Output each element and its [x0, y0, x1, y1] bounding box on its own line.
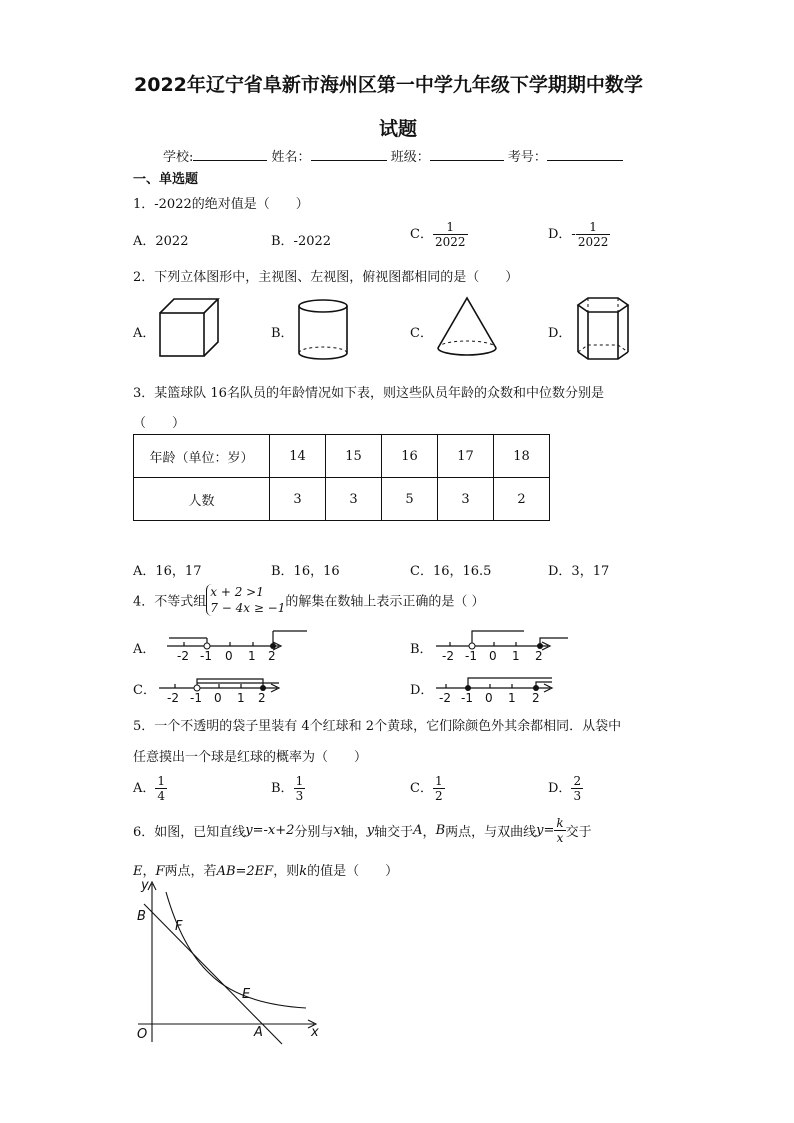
tick-label: 1: [512, 649, 520, 662]
page-title-line2: 试题: [379, 118, 418, 140]
q6-graph: [130, 878, 330, 1048]
table-cell: 16: [382, 435, 438, 478]
name-label: 姓名：: [271, 150, 311, 165]
tick-label: 2: [532, 691, 540, 704]
q5-option-c-label: C．: [410, 781, 433, 796]
tick-label: -2: [177, 649, 189, 662]
q4-stem-suffix: 的解集在数轴上表示正确的是（ ）: [285, 594, 485, 610]
section-heading: 一、单选题: [133, 172, 199, 187]
q4-stem: [133, 584, 485, 616]
table-cell: 15: [326, 435, 382, 478]
number-line-d: [432, 672, 572, 704]
q4-option-b[interactable]: B．: [410, 642, 433, 657]
q1-option-d-fraction: $\frac{1}{2022}$: [577, 220, 609, 249]
tick-label: -2: [442, 649, 454, 662]
table-cell: 3: [326, 478, 382, 521]
q5-option-d-fraction: $\frac{2}{3}$: [573, 774, 582, 803]
table-cell: 2: [494, 478, 550, 521]
number-line-c: [155, 672, 295, 704]
line-ab: [144, 904, 282, 1044]
number-line-b: [432, 628, 582, 662]
tick-label: -2: [167, 691, 179, 704]
name-field[interactable]: [311, 148, 387, 161]
info-fields: [163, 146, 623, 165]
tick-label: 2: [258, 691, 266, 704]
q4-option-c[interactable]: C．: [133, 683, 156, 698]
label-e: E: [242, 987, 251, 1002]
label-x: x: [311, 1025, 319, 1040]
tick-label: 1: [237, 691, 245, 704]
label-a: A: [254, 1025, 263, 1040]
tick-label: -1: [465, 649, 477, 662]
q3-option-a[interactable]: A．16，17: [133, 564, 202, 579]
q1-option-c[interactable]: [410, 220, 468, 249]
q1-option-b[interactable]: B．-2022: [271, 234, 332, 249]
table-row: [134, 435, 550, 478]
table-row: [134, 478, 550, 521]
q1-option-a[interactable]: A．2022: [133, 234, 189, 249]
q4-option-d[interactable]: D．: [410, 683, 434, 698]
table-header-cell: 年龄（单位：岁）: [134, 435, 270, 478]
q5-option-d[interactable]: [548, 774, 583, 803]
hyperbola-fraction: $\frac{k}{x}$: [556, 816, 564, 845]
q6-stem-line1: 6．如图，已知直线y=-x+2分别与x轴，y轴交于A，B两点，与双曲线y= $\frac{k}{x}$ 交于: [133, 816, 592, 845]
q3-option-d[interactable]: D．3，17: [548, 564, 610, 579]
school-field[interactable]: [193, 148, 267, 161]
tick-label: 2: [535, 649, 543, 662]
tick-label: -1: [190, 691, 202, 704]
q5-option-c-fraction: $\frac{1}{2}$: [434, 774, 443, 803]
q5-option-c[interactable]: [410, 774, 445, 803]
q5-option-b-fraction: $\frac{1}{3}$: [295, 774, 304, 803]
table-cell: 18: [494, 435, 550, 478]
tick-label: -1: [200, 649, 212, 662]
q1-option-d-label: D．-: [548, 227, 576, 242]
q3-stem: 3．某篮球队 16名队员的年龄情况如下表，则这些队员年龄的众数和中位数分别是: [133, 386, 604, 401]
age-table: [133, 434, 550, 521]
q6-stem-line2: E，F两点，若AB=2EF，则k的值是（ ）: [133, 864, 399, 879]
q2-option-a[interactable]: A．: [133, 326, 156, 341]
q5-option-a-label: A．: [133, 781, 156, 796]
q1-option-c-fraction: $\frac{1}{2022}$: [434, 220, 466, 249]
table-header-cell: 人数: [134, 478, 270, 521]
table-cell: 3: [270, 478, 326, 521]
exam-number-label: 考号：: [507, 150, 547, 165]
q5-stem-line2: 任意摸出一个球是红球的概率为（ ）: [133, 750, 368, 765]
q5-option-d-label: D．: [548, 781, 572, 796]
table-cell: 14: [270, 435, 326, 478]
class-field[interactable]: [430, 148, 504, 161]
q4-option-a[interactable]: A．: [133, 642, 156, 657]
page-title: 2022年辽宁省阜新市海州区第一中学九年级下学期期中数学: [134, 74, 643, 96]
class-label: 班级：: [390, 150, 430, 165]
q1-option-c-label: C．: [410, 227, 433, 242]
q1-stem: 1．-2022的绝对值是（ ）: [133, 197, 309, 212]
tick-label: 1: [508, 691, 516, 704]
q5-stem-line1: 5．一个不透明的袋子里装有 4个红球和 2个黄球，它们除颜色外其余都相同．从袋中: [133, 719, 622, 734]
q4-stem-prefix: 4．不等式组: [133, 594, 207, 610]
q3-option-b[interactable]: B．16，16: [271, 564, 340, 579]
school-label: 学校:: [163, 150, 194, 165]
q5-option-b-label: B．: [271, 781, 294, 796]
tick-label: 0: [485, 691, 493, 704]
q2-option-d[interactable]: D．: [548, 326, 572, 341]
q2-stem: 2．下列立体图形中，主视图、左视图，俯视图都相同的是（ ）: [133, 270, 519, 285]
cube-figure: [156, 297, 220, 359]
tick-label: 0: [214, 691, 222, 704]
label-b: B: [137, 909, 146, 924]
tick-label: 2: [268, 649, 276, 662]
table-cell: 3: [438, 478, 494, 521]
cylinder-figure: [295, 297, 351, 363]
q3-paren: （ ）: [133, 416, 186, 431]
tick-label: 0: [225, 649, 233, 662]
cone-figure: [434, 295, 500, 361]
q4-inequality-system: x + 2 >1 7 − 4x ≥ −1: [206, 584, 285, 616]
q5-option-a[interactable]: [133, 774, 167, 803]
label-y: y: [141, 878, 149, 893]
q5-option-b[interactable]: [271, 774, 305, 803]
exam-number-field[interactable]: [547, 148, 623, 161]
tick-label: -2: [439, 691, 451, 704]
tick-label: -1: [461, 691, 473, 704]
q2-option-b[interactable]: B．: [271, 326, 294, 341]
table-cell: 17: [438, 435, 494, 478]
label-f: F: [175, 919, 183, 934]
q2-option-c[interactable]: C．: [410, 326, 433, 341]
q5-option-a-fraction: $\frac{1}{4}$: [157, 774, 166, 803]
table-cell: 5: [382, 478, 438, 521]
tick-label: 1: [248, 649, 256, 662]
hyperbola-curve: [166, 892, 306, 1008]
q3-option-c[interactable]: C．16，16.5: [410, 564, 492, 579]
label-origin: O: [137, 1027, 148, 1042]
tick-label: 0: [489, 649, 497, 662]
hexagonal-prism-figure: [572, 295, 634, 365]
number-line-a: [155, 628, 315, 662]
q1-option-d[interactable]: [548, 220, 610, 249]
